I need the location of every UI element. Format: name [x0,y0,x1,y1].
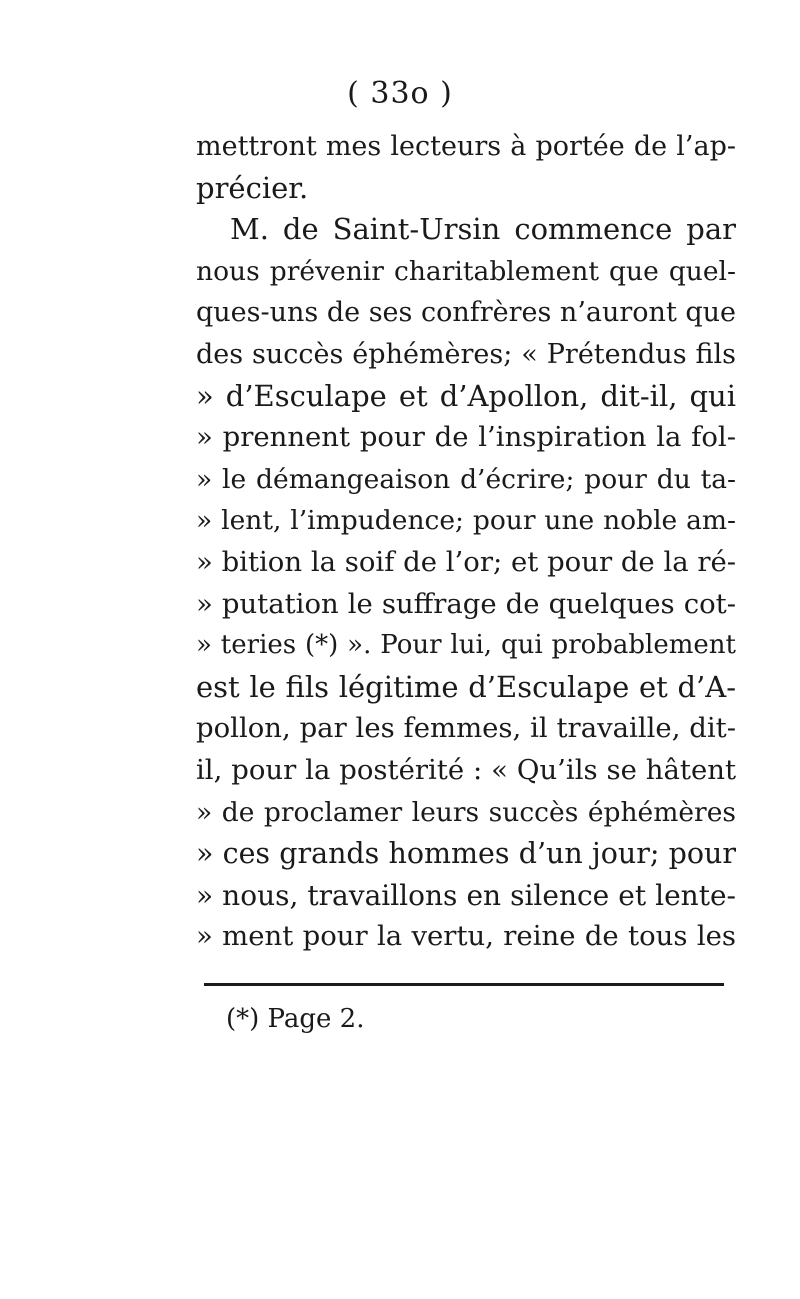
footnote: (*) Page 2. [226,1004,365,1034]
text-line: » bition la soif de l’or; et pour de la ré- [196,545,737,578]
text-line: est le fils légitime d’Esculape et d’A- [196,669,736,704]
text-line: » d’Esculape et d’Apollon, dit-il, qui [196,378,736,413]
footnote-rule [204,983,724,986]
text-line: » lent, l’impudence; pour une noble am- [196,505,736,537]
text-line: précier. [196,170,309,205]
text-line: M. de Saint-Ursin commence par [230,212,736,247]
text-line: ques-uns de ses confrères n’auront que [196,297,737,329]
text-line: il, pour la postérité : « Qu’ils se hâtent [196,753,736,786]
text-line: mettront mes lecteurs à portée de l’ap- [196,131,736,162]
text-line: » teries (*) ». Pour lui, qui probablement [196,630,736,661]
text-line: » le démangeaison d’écrire; pour du ta- [196,463,736,495]
page-number: ( 33o ) [347,76,453,111]
text-line: » de proclamer leurs succès éphémères [196,796,736,828]
text-line: » nous, travaillons en silence et lente- [196,878,736,912]
text-line: nous prévenir charitablement que quel- [196,255,736,287]
text-line: » ces grands hommes d’un jour; pour [196,837,736,871]
text-line: » ment pour la vertu, reine de tous les [196,920,736,953]
text-line: » prennent pour de l’inspiration la fol- [196,421,736,454]
text-line: des succès éphémères; « Prétendus fils [196,338,736,370]
text-line: » putation le suffrage de quelques cot- [196,587,736,620]
body-text [196,126,736,958]
text-line: pollon, par les femmes, il travaille, dit- [196,712,736,745]
